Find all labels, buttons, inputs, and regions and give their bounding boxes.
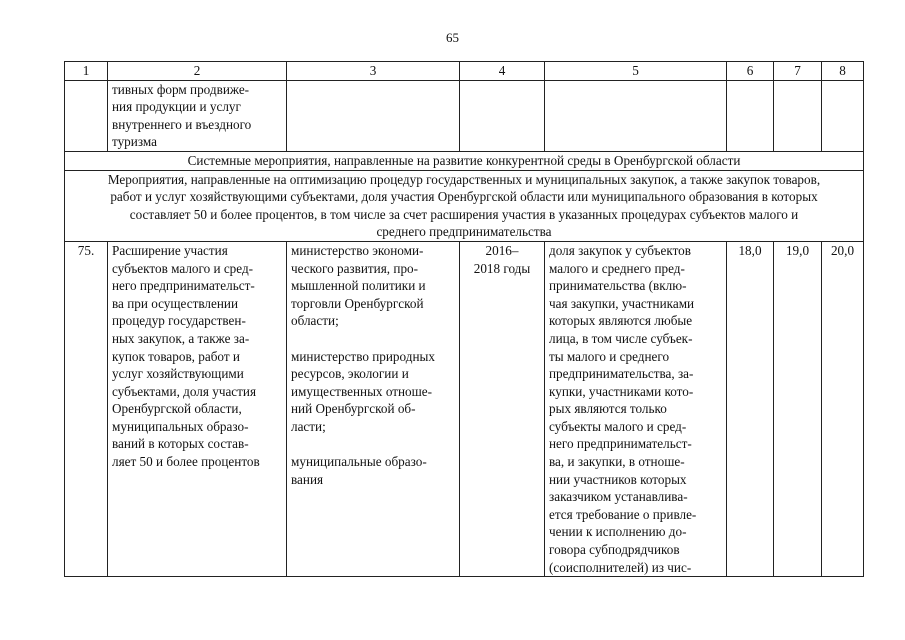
text-line: него предпринимательст- <box>112 278 255 294</box>
text-line: чении к исполнению до- <box>549 524 687 540</box>
text-line: внутреннего и въездного <box>112 116 252 132</box>
text-line: которых являются любые <box>549 313 693 329</box>
text-line: 2016– <box>485 242 519 258</box>
text-line: лица, в том числе субъек- <box>549 330 693 346</box>
text-line: рых являются только <box>549 401 667 417</box>
text-line: ний Оренбургской об- <box>291 401 416 417</box>
column-header: 6 <box>727 62 774 81</box>
text-line: ния продукции и услуг <box>112 99 241 115</box>
text-line: ва, и закупки, в отноше- <box>549 454 685 470</box>
text-line: субъектов малого и сред- <box>112 260 254 276</box>
text-line: ется требование о привле- <box>549 506 697 522</box>
measures-table <box>64 61 864 577</box>
text-line: доля закупок у субъектов <box>549 242 691 258</box>
text-line: него предпринимательст- <box>549 436 692 452</box>
column-header: 4 <box>460 62 545 81</box>
table-cell <box>460 80 545 151</box>
text-line: министерство природных <box>291 348 435 364</box>
continued-measure-cell <box>108 80 287 151</box>
text-line: ваний в которых состав- <box>112 436 249 452</box>
text-line: муниципальные образо- <box>291 454 427 470</box>
continuation-row <box>65 80 864 151</box>
paragraph-gap <box>291 330 455 348</box>
table-cell <box>727 80 774 151</box>
section-title: Системные мероприятия, направленные на развитие конкурентной среды в Оренбургской области <box>65 151 864 170</box>
text-line: услуг хозяйствующими <box>112 366 244 382</box>
table-cell <box>774 80 822 151</box>
page-number: 65 <box>446 30 459 45</box>
indicator-cell <box>545 241 727 576</box>
column-header: 3 <box>287 62 460 81</box>
text-line: имущественных отноше- <box>291 383 433 399</box>
value-2018: 20,0 <box>822 241 864 576</box>
column-header: 2 <box>108 62 287 81</box>
text-line: муниципальных образо- <box>112 418 249 434</box>
text-line: торговли Оренбургской <box>291 295 424 311</box>
text-line: работ и услуг хозяйствующими субъектами, доля участия Оренбургской области или муниципального образования в которых <box>110 189 818 205</box>
value-2017: 19,0 <box>774 241 822 576</box>
table-cell <box>822 80 864 151</box>
text-line: процедур государствен- <box>112 313 246 329</box>
text-line: ляет 50 и более процентов <box>112 454 260 470</box>
text-line: субъектами, доля участия <box>112 383 257 399</box>
text-line: ческого развития, про- <box>291 260 419 276</box>
text-line: говора субподрядчиков <box>549 542 680 558</box>
text-line: ва при осуществлении <box>112 295 239 311</box>
text-line: министерство экономи- <box>291 242 424 258</box>
table-cell <box>287 80 460 151</box>
group-description <box>65 170 864 241</box>
row-number: 75. <box>65 241 108 576</box>
text-line: нии участников которых <box>549 471 687 487</box>
text-line: составляет 50 и более процентов, в том числе за счет расширения участия в указанных процедурах субъектов малого и <box>129 206 799 222</box>
paragraph-gap <box>291 435 455 453</box>
text-line: чая закупки, участниками <box>549 295 695 311</box>
text-line: Расширение участия <box>112 242 228 258</box>
text-line: субъекты малого и сред- <box>549 418 687 434</box>
table-cell <box>545 80 727 151</box>
text-line: мышленной политики и <box>291 278 426 294</box>
text-line: заказчиком устанавлива- <box>549 489 688 505</box>
table-row-75 <box>65 241 864 576</box>
text-line: 2018 годы <box>473 260 531 276</box>
text-line: тивных форм продвиже- <box>112 81 250 97</box>
text-line: вания <box>291 471 324 487</box>
column-header: 8 <box>822 62 864 81</box>
text-line: (соисполнителей) из чис- <box>549 559 692 575</box>
text-line: купки, участниками кото- <box>549 383 694 399</box>
period-cell <box>460 241 545 576</box>
text-line: ных закупок, а также за- <box>112 330 250 346</box>
table-cell <box>65 80 108 151</box>
section-title-row <box>65 151 864 170</box>
executors-cell <box>287 241 460 576</box>
column-number-header-row <box>65 62 864 81</box>
text-line: Мероприятия, направленные на оптимизацию процедур государственных и муниципальных закупок, а также закупок товаров, <box>107 171 821 187</box>
text-line: Оренбургской области, <box>112 401 242 417</box>
text-line: ты малого и среднего <box>549 348 670 364</box>
text-line: принимательства (вклю- <box>549 278 687 294</box>
column-header: 7 <box>774 62 822 81</box>
group-description-row <box>65 170 864 241</box>
text-line: ласти; <box>291 418 326 434</box>
text-line: купок товаров, работ и <box>112 348 240 364</box>
text-line: малого и среднего пред- <box>549 260 685 276</box>
measure-cell <box>108 241 287 576</box>
column-header: 5 <box>545 62 727 81</box>
value-2016: 18,0 <box>727 241 774 576</box>
text-line: предпринимательства, за- <box>549 366 694 382</box>
text-line: ресурсов, экологии и <box>291 366 409 382</box>
column-header: 1 <box>65 62 108 81</box>
text-line: среднего предпринимательства <box>376 224 552 240</box>
text-line: области; <box>291 313 339 329</box>
text-line: туризма <box>112 134 157 150</box>
